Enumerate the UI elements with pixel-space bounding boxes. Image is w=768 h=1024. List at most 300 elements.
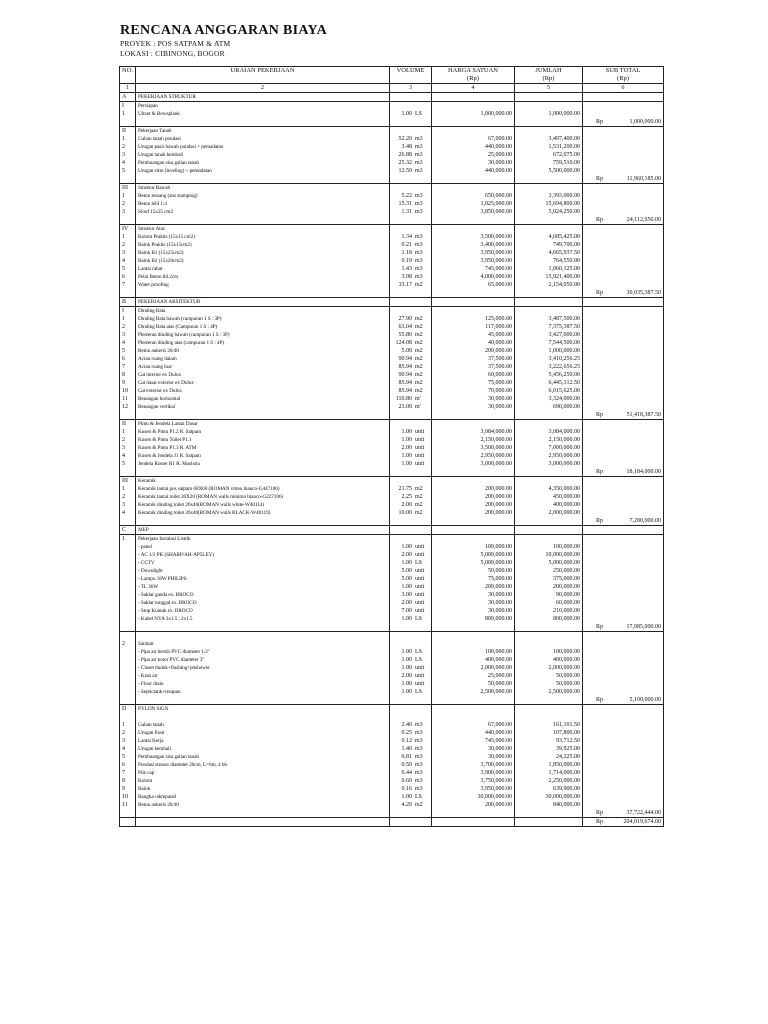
table-row (120, 575, 664, 583)
row-number: A (120, 93, 136, 102)
unit-value: m2 (415, 494, 423, 500)
subtotal-cell (583, 737, 664, 745)
amount-cell: 15,921,400.00 (515, 273, 583, 281)
col-header-amount: JUMLAH (515, 67, 583, 76)
volume-cell (390, 501, 432, 509)
subtotal-value: 17,085,000.00 (626, 624, 661, 630)
row-number: 3 (120, 331, 136, 339)
row-number (120, 607, 136, 615)
table-row (120, 135, 664, 143)
row-number: 2 (120, 143, 136, 151)
amount-cell: 2,250,000.00 (515, 777, 583, 785)
empty-cell (120, 696, 136, 705)
project-name: PROYEK : POS SATPAM & ATM (120, 39, 231, 48)
volume-value: 1.00 (401, 584, 412, 590)
unit-value: m3 (415, 234, 423, 240)
subtotal-cell (583, 583, 664, 591)
price-cell (432, 93, 515, 102)
volume-value: 1.00 (401, 616, 412, 622)
row-description: Balok (136, 785, 390, 793)
row-number: 2 (120, 200, 136, 208)
row-description: - Floor drain (136, 680, 390, 688)
subtotal-row (120, 118, 664, 127)
row-description: Water proofing (136, 281, 390, 289)
volume-cell (390, 379, 432, 387)
subtotal-cell (583, 387, 664, 395)
volume-value: 1.31 (401, 209, 412, 215)
subtotal-cell (583, 656, 664, 664)
empty-cell (136, 411, 390, 420)
subtotal-cell (583, 477, 664, 486)
table-row (120, 281, 664, 289)
volume-value: 26.88 (398, 152, 412, 158)
volume-cell (390, 607, 432, 615)
unit-value: m3 (415, 258, 423, 264)
amount-cell (515, 526, 583, 535)
amount-cell: 2,500,000.00 (515, 688, 583, 696)
row-description: Uitzet & Bowsplank (136, 110, 390, 118)
amount-cell: 5,456,250.00 (515, 371, 583, 379)
row-description: Struktur Atas (136, 225, 390, 234)
unit-price-cell: 200,000.00 (432, 501, 515, 509)
row-number: 1 (120, 315, 136, 323)
subtotal-cell (583, 501, 664, 509)
table-row (120, 485, 664, 493)
amount-cell: 161,101.50 (515, 721, 583, 729)
row-description: Cat dasar exterior ex Dulux (136, 379, 390, 387)
unit-price-cell: 200,000.00 (432, 509, 515, 517)
row-description: - Pipa air kotor PVC diameter 3" (136, 656, 390, 664)
unit-price-cell: 3,400,000.00 (432, 241, 515, 249)
table-row (120, 436, 664, 444)
volume-cell (390, 615, 432, 623)
volume-cell (390, 143, 432, 151)
amount-cell: 4,665,937.50 (515, 249, 583, 257)
unit-value: m2 (415, 340, 423, 346)
amount-cell (515, 307, 583, 316)
volume-cell (390, 672, 432, 680)
row-number: 2 (120, 436, 136, 444)
volume-cell (390, 249, 432, 257)
unit-value: m3 (415, 738, 423, 744)
unit-price-cell: 70,000.00 (432, 387, 515, 395)
unit-value: m3 (415, 193, 423, 199)
unit-price-cell: 400,000.00 (432, 656, 515, 664)
empty-cell (136, 632, 390, 641)
subtotal-cell (583, 623, 664, 632)
amount-cell: 749,700.00 (515, 241, 583, 249)
unit-value: unit (415, 552, 425, 558)
row-number: 5 (120, 753, 136, 761)
volume-cell (390, 509, 432, 517)
unit-value: m3 (415, 778, 423, 784)
row-description: - Saklar tunggal ex. BROCO (136, 599, 390, 607)
row-number: 5 (120, 347, 136, 355)
subtotal-cell (583, 818, 664, 827)
empty-cell (120, 713, 136, 721)
volume-value: 1.00 (401, 649, 412, 655)
empty-cell (432, 713, 515, 721)
table-row (120, 151, 664, 159)
unit-price-cell: 67,000.00 (432, 135, 515, 143)
unit-value: m3 (415, 754, 423, 760)
row-description: PEKERJAAN STRUKTUR (136, 93, 390, 102)
subtotal-value: 24,112,050.00 (626, 217, 661, 223)
subtotal-row (120, 411, 664, 420)
volume-value: 1.00 (401, 689, 412, 695)
volume-value: 33.17 (398, 282, 412, 288)
volume-cell (390, 801, 432, 809)
row-number: 2 (120, 241, 136, 249)
row-description: Keramik lantai pos satpam 60X60 (ROMAN vitreo bianco-G447106) (136, 485, 390, 493)
empty-cell (515, 216, 583, 225)
row-description: Keramik (136, 477, 390, 486)
subtotal-cell (583, 216, 664, 225)
amount-cell: 4,685,425.00 (515, 233, 583, 241)
table-row (120, 452, 664, 460)
subtotal-cell (583, 363, 664, 371)
unit-value: unit (415, 608, 425, 614)
currency-label: Rp (595, 819, 603, 825)
subtotal-cell (583, 535, 664, 544)
amount-cell: 400,000.00 (515, 501, 583, 509)
volume-cell (390, 339, 432, 347)
volume-value: 25.32 (398, 160, 412, 166)
volume-cell (390, 127, 432, 136)
row-description: Beton ankeris 20/40 (136, 801, 390, 809)
subtotal-cell (583, 793, 664, 801)
amount-cell: 764,550.00 (515, 257, 583, 265)
unit-price-cell: 30,000.00 (432, 745, 515, 753)
subtotal-currency: (Rp) (583, 75, 664, 84)
row-description: - Downlight (136, 567, 390, 575)
subtotal-row (120, 696, 664, 705)
subtotal-cell (583, 110, 664, 118)
amount-currency: (Rp) (515, 75, 583, 84)
currency-label: Rp (595, 697, 603, 703)
unit-price-cell: 200,000.00 (432, 583, 515, 591)
table-row (120, 761, 664, 769)
subtotal-cell (583, 403, 664, 411)
amount-cell: 3,427,000.00 (515, 331, 583, 339)
unit-price-cell: 200,000.00 (432, 347, 515, 355)
subtotal-cell (583, 680, 664, 688)
amount-cell: 3,222,656.25 (515, 363, 583, 371)
table-row (120, 363, 664, 371)
amount-cell: 4,350,000.00 (515, 485, 583, 493)
subtotal-cell (583, 517, 664, 526)
amount-cell: 639,900.00 (515, 785, 583, 793)
row-description: - Lampu 18W PHILIPS (136, 575, 390, 583)
price-cell (432, 526, 515, 535)
row-description: Beton lessang (ans stamping) (136, 192, 390, 200)
subtotal-value: 18,184,000.00 (626, 469, 661, 475)
row-number (120, 615, 136, 623)
volume-cell (390, 347, 432, 355)
unit-price-cell: 2,950,000.00 (432, 452, 515, 460)
col-header-volume: VOLUME (390, 67, 432, 76)
table-row (120, 769, 664, 777)
volume-value: 15.31 (398, 201, 412, 207)
amount-cell (515, 184, 583, 193)
empty-cell (432, 809, 515, 818)
table-row (120, 192, 664, 200)
row-number (120, 559, 136, 567)
row-number: 11 (120, 395, 136, 403)
row-description: PEKERJAAN ARSITEKTUR (136, 298, 390, 307)
currency-label: Rp (595, 469, 603, 475)
table-row (120, 331, 664, 339)
unit-price-cell: 30,000.00 (432, 159, 515, 167)
subsection-row (120, 307, 664, 316)
amount-cell: 3,084,000.00 (515, 428, 583, 436)
column-number: 4 (432, 84, 515, 93)
unit-value: unit (415, 576, 425, 582)
table-row (120, 672, 664, 680)
volume-value: 2.00 (401, 502, 412, 508)
unit-value: m3 (415, 160, 423, 166)
unit-value: unit (415, 453, 425, 459)
row-number: 1 (120, 192, 136, 200)
unit-value: m2 (415, 802, 423, 808)
unit-value: m2 (415, 486, 423, 492)
subtotal-cell (583, 143, 664, 151)
unit-price-currency: (Rp) (432, 75, 515, 84)
empty-cell (583, 713, 664, 721)
amount-cell: 60,000.00 (515, 599, 583, 607)
amount-cell: 800,000.00 (515, 615, 583, 623)
currency-label: Rp (595, 119, 603, 125)
volume-value: 2.00 (401, 673, 412, 679)
empty-cell (432, 289, 515, 298)
row-description: Pintu & Jendela Lantai Dasar (136, 420, 390, 429)
amount-cell: 672,075.00 (515, 151, 583, 159)
row-number: 3 (120, 501, 136, 509)
subtotal-cell (583, 567, 664, 575)
amount-cell: 1,000,000.00 (515, 347, 583, 355)
volume-cell (390, 535, 432, 544)
volume-cell (390, 331, 432, 339)
amount-cell: 3,487,500.00 (515, 315, 583, 323)
unit-price-cell: 50,000.00 (432, 680, 515, 688)
table-row (120, 233, 664, 241)
row-description: Pekerjaan Tanah (136, 127, 390, 136)
table-row (120, 387, 664, 395)
row-number: II (120, 420, 136, 429)
unit-value: m2 (415, 510, 423, 516)
unit-value: unit (415, 568, 425, 574)
subtotal-cell (583, 127, 664, 136)
unit-price-cell: 30,000.00 (432, 753, 515, 761)
column-number: 6 (583, 84, 664, 93)
currency-label: Rp (595, 217, 603, 223)
row-description: Acian ruang luar (136, 363, 390, 371)
subtotal-cell (583, 225, 664, 234)
volume-value: 1.00 (401, 681, 412, 687)
row-number: 4 (120, 257, 136, 265)
unit-value: m2 (415, 332, 423, 338)
subtotal-value: 37,722,444.00 (626, 810, 661, 816)
row-number: 3 (120, 208, 136, 216)
table-row (120, 551, 664, 559)
volume-value: 1.00 (401, 560, 412, 566)
row-description: Keramik lantai toilet 20X20 (ROMAN walls minimo bianco-G227106) (136, 493, 390, 501)
volume-cell (390, 387, 432, 395)
volume-cell (390, 436, 432, 444)
row-number: 5 (120, 265, 136, 273)
amount-cell: 90,000.00 (515, 591, 583, 599)
unit-value: m2 (415, 380, 423, 386)
row-number: 8 (120, 371, 136, 379)
unit-price-cell: 3,950,000.00 (432, 249, 515, 257)
table-row (120, 265, 664, 273)
volume-value: 2.00 (401, 552, 412, 558)
row-number: 2 (120, 493, 136, 501)
volume-cell (390, 567, 432, 575)
row-description: - CCTV (136, 559, 390, 567)
volume-cell (390, 298, 432, 307)
unit-price-cell: 75,000.00 (432, 379, 515, 387)
subtotal-row (120, 809, 664, 818)
row-description: Kolom Praktis (15x15 cm2) (136, 233, 390, 241)
table-row (120, 379, 664, 387)
unit-price-cell: 800,000.00 (432, 615, 515, 623)
row-description: Urugan sirtu (leveling) + pemadatan (136, 167, 390, 175)
volume-cell (390, 526, 432, 535)
volume-value: 1.40 (401, 746, 412, 752)
unit-price-cell: 65,000.00 (432, 281, 515, 289)
table-header-row (120, 67, 664, 76)
row-number (120, 583, 136, 591)
price-cell (432, 298, 515, 307)
amount-cell: 3,393,000.00 (515, 192, 583, 200)
volume-cell (390, 93, 432, 102)
volume-cell (390, 575, 432, 583)
table-row (120, 509, 664, 517)
row-number: I (120, 307, 136, 316)
volume-value: 0.60 (401, 778, 412, 784)
subsection-row (120, 420, 664, 429)
amount-cell: 450,000.00 (515, 493, 583, 501)
volume-value: 2.00 (401, 445, 412, 451)
volume-cell (390, 460, 432, 468)
amount-cell (515, 477, 583, 486)
unit-price-cell: 100,000.00 (432, 648, 515, 656)
row-description: Dinding Bata (136, 307, 390, 316)
unit-value: unit (415, 461, 425, 467)
unit-value: m3 (415, 242, 423, 248)
volume-value: 5.00 (401, 576, 412, 582)
amount-cell: 39,925.00 (515, 745, 583, 753)
row-description: Dinding Bata atas (Campuran 1 S : 4P) (136, 323, 390, 331)
subtotal-cell (583, 761, 664, 769)
subtotal-cell (583, 753, 664, 761)
row-description: Pelat Beton tbl.2cm (136, 273, 390, 281)
volume-cell (390, 192, 432, 200)
subtotal-cell (583, 371, 664, 379)
subtotal-cell (583, 395, 664, 403)
subtotal-row (120, 818, 664, 827)
empty-cell (390, 118, 432, 127)
empty-cell (120, 632, 136, 641)
unit-price-cell: 45,000.00 (432, 331, 515, 339)
unit-value: m' (415, 404, 421, 410)
subtotal-cell (583, 729, 664, 737)
subtotal-cell (583, 543, 664, 551)
row-description: Plesteran dinding atas (campuran 1 S : 4P) (136, 339, 390, 347)
empty-cell (515, 713, 583, 721)
unit-value: m2 (415, 388, 423, 394)
volume-cell (390, 151, 432, 159)
table-row (120, 241, 664, 249)
unit-price-cell: 745,000.00 (432, 737, 515, 745)
volume-value: 110.80 (395, 396, 412, 402)
volume-value: 10.00 (398, 510, 412, 516)
empty-cell (432, 623, 515, 632)
table-row (120, 640, 664, 648)
unit-value: m2 (415, 372, 423, 378)
empty-cell (515, 175, 583, 184)
row-number: 3 (120, 444, 136, 452)
table-row (120, 599, 664, 607)
volume-cell (390, 729, 432, 737)
unit-price-cell: 37,500.00 (432, 355, 515, 363)
section-row (120, 705, 664, 714)
volume-cell (390, 591, 432, 599)
volume-value: 2.25 (401, 494, 412, 500)
column-number: 3 (390, 84, 432, 93)
unit-price-cell: 200,000.00 (432, 485, 515, 493)
unit-price-cell: 37,500.00 (432, 363, 515, 371)
empty-cell (120, 118, 136, 127)
subtotal-cell (583, 135, 664, 143)
row-description: Kusen & Pintu P1.3 R. ATM (136, 444, 390, 452)
table-row (120, 648, 664, 656)
volume-cell (390, 640, 432, 648)
unit-price-cell: 75,000.00 (432, 575, 515, 583)
amount-cell: 5,000,000.00 (515, 559, 583, 567)
row-number: 1 (120, 535, 136, 544)
subtotal-cell (583, 265, 664, 273)
row-description: Acian ruang dalam (136, 355, 390, 363)
project-location: LOKASI : CIBINONG, BOGOR (120, 49, 225, 58)
unit-value: LS (415, 689, 423, 695)
amount-cell: 107,800.00 (515, 729, 583, 737)
unit-price-cell: 2,000,000.00 (432, 664, 515, 672)
table-row (120, 208, 664, 216)
empty-cell (120, 216, 136, 225)
subtotal-cell (583, 705, 664, 714)
empty-cell (120, 818, 136, 827)
volume-cell (390, 184, 432, 193)
empty-cell (583, 632, 664, 641)
price-cell (432, 420, 515, 429)
empty-cell (136, 289, 390, 298)
table-row (120, 273, 664, 281)
volume-value: 1.00 (401, 794, 412, 800)
unit-price-cell: 440,000.00 (432, 729, 515, 737)
subtotal-value: 5,100,000.00 (629, 697, 661, 703)
unit-value: unit (415, 437, 425, 443)
subtotal-row (120, 517, 664, 526)
subtotal-cell (583, 575, 664, 583)
empty-cell (515, 468, 583, 477)
volume-cell (390, 159, 432, 167)
volume-value: 0.19 (401, 258, 412, 264)
table-row (120, 777, 664, 785)
unit-value: LS (415, 560, 423, 566)
amount-cell (515, 420, 583, 429)
